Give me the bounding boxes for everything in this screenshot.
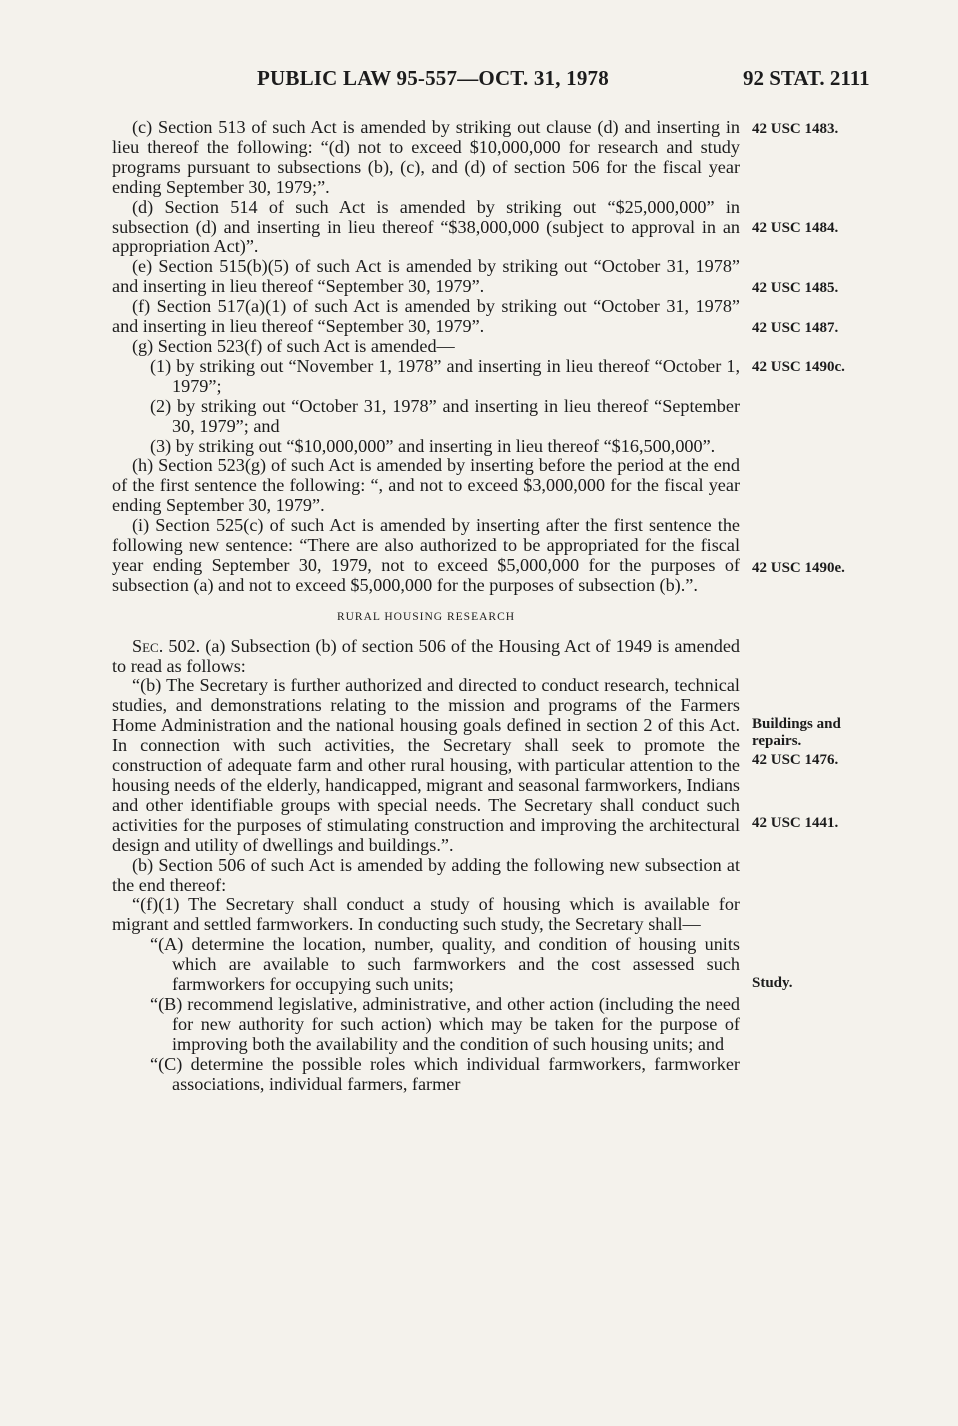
paragraph-f1: “(f)(1) The Secretary shall conduct a study of housing which is available for migrant and settled farmworkers. In conducting such study, the Secretary shall— bbox=[112, 894, 740, 935]
sec502a-text: 502. (a) Subsection (b) of section 506 of the Housing Act of 1949 is amended to read as follows: bbox=[112, 635, 740, 676]
paragraph-g: (g) Section 523(f) of such Act is amended— bbox=[132, 335, 455, 356]
page-header-title: PUBLIC LAW 95-557—OCT. 31, 1978 bbox=[257, 66, 609, 90]
margin-note-1485: 42 USC 1485. bbox=[752, 280, 839, 296]
margin-note-buildings bbox=[752, 716, 841, 750]
margin-note-1483: 42 USC 1483. bbox=[752, 121, 839, 137]
paragraph-g3: (3) by striking out “$10,000,000” and inserting in lieu thereof “$16,500,000”. bbox=[150, 435, 716, 456]
paragraph-g1: (1) by striking out “November 1, 1978” and inserting in lieu thereof “October 1, 1979”; bbox=[150, 355, 740, 396]
paragraph-sec502b-quote: “(b) The Secretary is further authorized and directed to conduct research, technical studies, and demonstrations relating to the mission and programs of the Farmers Home Administration and the national housing goals defined in section 2 of this Act. In connection with such activities, the Secretary shall seek to promote the construction of adequate farm and other rural housing, with particular attention to the housing needs of the elderly, handicapped, migrant and seasonal farmworkers, Indians and other identifiable groups with special needs. The Secretary shall conduct such activities for the purposes of stimulating construction and improving the architectural design and utility of dwellings and buildings.”. bbox=[112, 675, 740, 855]
paragraph-c: (c) Section 513 of such Act is amended by striking out clause (d) and inserting in lieu thereof the following: “(d) not to exceed $10,000,000 for research and study programs pursuant to subsections (b), (c), and (d) of section 506 for the fiscal year ending September 30, 1979;”. bbox=[112, 117, 740, 197]
paragraph-f: (f) Section 517(a)(1) of such Act is amended by striking out “October 31, 1978” and inserting in lieu thereof “September 30, 1979”. bbox=[112, 296, 740, 337]
margin-note-buildings-line1: Buildings and bbox=[752, 716, 841, 732]
paragraph-i: (i) Section 525(c) of such Act is amended by inserting after the first sentence the following new sentence: “There are also authorized to be appropriated for the fiscal year ending September 30, 1979, not to exceed $5,000,000 for the purposes of subsection (a) and not to exceed $5,000,000 for the purposes of subsection (b).”. bbox=[112, 515, 740, 595]
margin-note-buildings-line2: repairs. bbox=[752, 733, 802, 749]
page-header-stat: 92 STAT. 2111 bbox=[743, 66, 870, 90]
paragraph-e: (e) Section 515(b)(5) of such Act is amended by striking out “October 31, 1978” and inserting in lieu thereof “September 30, 1979”. bbox=[112, 256, 740, 297]
margin-note-1490c: 42 USC 1490c. bbox=[752, 359, 845, 375]
paragraph-d: (d) Section 514 of such Act is amended by striking out “$25,000,000” in subsection (d) and inserting in lieu thereof “$38,000,000 (subject to approval in an appropriation Act)”. bbox=[112, 196, 740, 257]
paragraph-g2: (2) by striking out “October 31, 1978” and inserting in lieu thereof “September 30, 1979”; and bbox=[150, 395, 740, 436]
margin-note-1484: 42 USC 1484. bbox=[752, 220, 839, 236]
section-heading: RURAL HOUSING RESEARCH bbox=[336, 610, 516, 623]
sec-label: Sec. bbox=[132, 635, 164, 656]
margin-note-1441: 42 USC 1441. bbox=[752, 815, 839, 831]
paragraph-B: “(B) recommend legislative, administrative, and other action (including the need for new authority for such action) which may be taken for the purpose of improving both the availability and the condition of such housing units; and bbox=[150, 993, 740, 1054]
margin-note-study: Study. bbox=[752, 975, 793, 991]
paragraph-sec502b: (b) Section 506 of such Act is amended by adding the following new subsection at the end thereof: bbox=[112, 854, 740, 895]
body-text bbox=[112, 118, 740, 1095]
margin-note-1487: 42 USC 1487. bbox=[752, 320, 839, 336]
paragraph-h: (h) Section 523(g) of such Act is amended by inserting before the period at the end of the first sentence the following: “, and not to exceed $3,000,000 for the fiscal year ending September 30, 1979”. bbox=[112, 455, 740, 516]
paragraph-A: “(A) determine the location, number, quality, and condition of housing units which are available to such farmworkers and the cost assessed such farmworkers for occupying such units; bbox=[150, 934, 740, 995]
paragraph-sec502a bbox=[112, 637, 740, 677]
margin-note-1476: 42 USC 1476. bbox=[752, 752, 839, 768]
paragraph-C: “(C) determine the possible roles which individual farmworkers, farmworker associations, individual farmers, farmer bbox=[150, 1053, 740, 1094]
margin-note-1490e: 42 USC 1490e. bbox=[752, 560, 845, 576]
